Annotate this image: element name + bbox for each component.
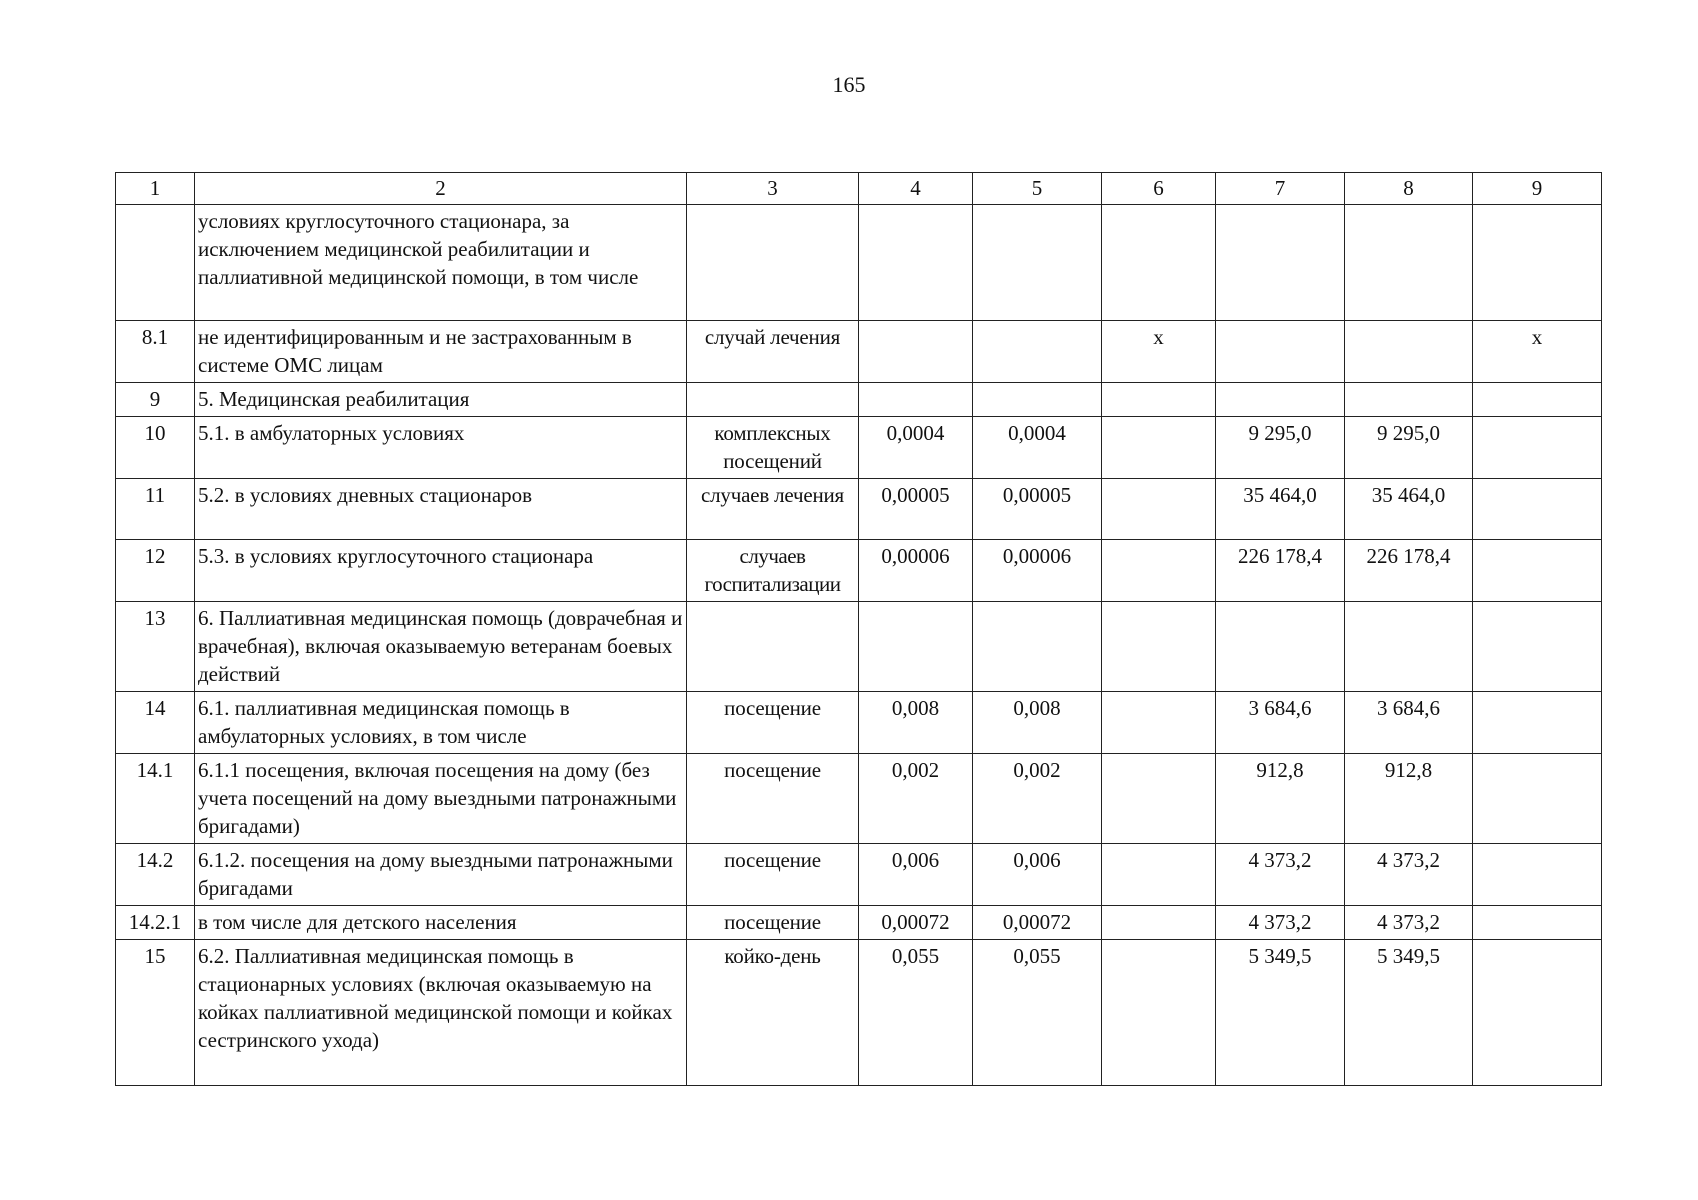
value-cell: 9 295,0 [1345,417,1473,479]
value-cell [1473,417,1602,479]
value-cell [1216,321,1345,383]
row-number-cell: 10 [116,417,195,479]
value-cell: 0,006 [859,844,973,906]
row-number-cell: 8.1 [116,321,195,383]
value-cell: 5 349,5 [1345,940,1473,1086]
value-cell: х [1102,321,1216,383]
value-cell: 3 684,6 [1216,692,1345,754]
value-cell: 4 373,2 [1345,906,1473,940]
value-cell: 4 373,2 [1216,906,1345,940]
indicator-name-cell: 5.2. в условиях дневных стационаров [195,479,687,540]
value-cell [1216,602,1345,692]
value-cell: 4 373,2 [1345,844,1473,906]
table-row [116,479,1602,540]
value-cell [1102,906,1216,940]
table-row [116,844,1602,906]
value-cell [1345,383,1473,417]
value-cell [1102,692,1216,754]
row-number-cell: 11 [116,479,195,540]
row-number-cell: 12 [116,540,195,602]
value-cell [1102,754,1216,844]
page-number: 165 [832,72,866,97]
row-number-cell: 14 [116,692,195,754]
value-cell [1345,321,1473,383]
table-row [116,383,1602,417]
value-cell: 912,8 [1216,754,1345,844]
header-cell: 7 [1216,173,1345,205]
unit-cell: койко-день [687,940,859,1086]
row-number-cell: 15 [116,940,195,1086]
unit-cell: комплексных посещений [687,417,859,479]
value-cell: 0,002 [973,754,1102,844]
value-cell: 912,8 [1345,754,1473,844]
table-row [116,205,1602,321]
table-row [116,540,1602,602]
indicator-name-cell: 6. Паллиативная медицинская помощь (доврачебная и врачебная), включая оказываемую ветеранам боевых действий [195,602,687,692]
value-cell [1473,754,1602,844]
value-cell [859,383,973,417]
header-cell: 5 [973,173,1102,205]
row-number-cell: 14.2.1 [116,906,195,940]
value-cell: х [1473,321,1602,383]
value-cell [1473,205,1602,321]
value-cell: 5 349,5 [1216,940,1345,1086]
header-cell: 2 [195,173,687,205]
indicator-name-cell: 5.3. в условиях круглосуточного стационара [195,540,687,602]
value-cell: 35 464,0 [1345,479,1473,540]
indicator-name-cell: 6.1.2. посещения на дому выездными патронажными бригадами [195,844,687,906]
value-cell [1473,602,1602,692]
value-cell: 226 178,4 [1216,540,1345,602]
value-cell [1102,940,1216,1086]
row-number-cell: 9 [116,383,195,417]
value-cell: 0,006 [973,844,1102,906]
indicator-name-cell: условиях круглосуточного стационара, за исключением медицинской реабилитации и паллиативной медицинской помощи, в том числе [195,205,687,321]
table-row [116,417,1602,479]
row-number-cell: 14.1 [116,754,195,844]
value-cell [1473,940,1602,1086]
row-number-cell [116,205,195,321]
header-cell: 1 [116,173,195,205]
value-cell [1473,844,1602,906]
value-cell: 0,00006 [973,540,1102,602]
value-cell: 0,002 [859,754,973,844]
header-row [116,173,1602,205]
unit-cell: случаев лечения [687,479,859,540]
value-cell [1102,479,1216,540]
value-cell [973,383,1102,417]
unit-cell: случай лечения [687,321,859,383]
value-cell [1216,383,1345,417]
value-cell [1102,383,1216,417]
value-cell: 0,055 [973,940,1102,1086]
value-cell [1473,479,1602,540]
unit-cell [687,602,859,692]
unit-cell: посещение [687,754,859,844]
value-cell [1473,692,1602,754]
table-row [116,692,1602,754]
header-cell: 8 [1345,173,1473,205]
value-cell [1473,383,1602,417]
value-cell: 0,00072 [973,906,1102,940]
value-cell: 4 373,2 [1216,844,1345,906]
value-cell: 0,055 [859,940,973,1086]
value-cell [973,205,1102,321]
value-cell: 0,00005 [973,479,1102,540]
data-table [115,172,1602,1086]
indicator-name-cell: 6.1. паллиативная медицинская помощь в амбулаторных условиях, в том числе [195,692,687,754]
value-cell: 0,008 [859,692,973,754]
value-cell: 9 295,0 [1216,417,1345,479]
value-cell: 3 684,6 [1345,692,1473,754]
table-row [116,321,1602,383]
value-cell: 0,00005 [859,479,973,540]
value-cell: 0,00006 [859,540,973,602]
header-cell: 4 [859,173,973,205]
table-row [116,602,1602,692]
value-cell [1473,906,1602,940]
header-cell: 3 [687,173,859,205]
indicator-name-cell: 6.1.1 посещения, включая посещения на дому (без учета посещений на дому выездными патронажными бригадами) [195,754,687,844]
indicator-name-cell: не идентифицированным и не застрахованным в системе ОМС лицам [195,321,687,383]
value-cell [1102,602,1216,692]
table-row [116,906,1602,940]
header-cell: 6 [1102,173,1216,205]
value-cell [1102,844,1216,906]
value-cell [859,602,973,692]
value-cell [859,205,973,321]
unit-cell: посещение [687,692,859,754]
value-cell: 226 178,4 [1345,540,1473,602]
value-cell: 0,00072 [859,906,973,940]
value-cell: 0,008 [973,692,1102,754]
value-cell [1345,205,1473,321]
indicator-name-cell: 5.1. в амбулаторных условиях [195,417,687,479]
unit-cell: посещение [687,906,859,940]
header-cell: 9 [1473,173,1602,205]
table-row [116,754,1602,844]
value-cell [1102,417,1216,479]
unit-cell [687,205,859,321]
value-cell [1345,602,1473,692]
value-cell [1102,205,1216,321]
value-cell [973,321,1102,383]
table-row [116,940,1602,1086]
indicator-name-cell: 5. Медицинская реабилитация [195,383,687,417]
unit-cell: случаев госпитализации [687,540,859,602]
value-cell [1102,540,1216,602]
indicator-name-cell: 6.2. Паллиативная медицинская помощь в стационарных условиях (включая оказываемую на койках паллиативной медицинской помощи и койках сестринского ухода) [195,940,687,1086]
value-cell [859,321,973,383]
row-number-cell: 13 [116,602,195,692]
unit-cell: посещение [687,844,859,906]
value-cell [973,602,1102,692]
value-cell: 0,0004 [973,417,1102,479]
value-cell: 0,0004 [859,417,973,479]
value-cell: 35 464,0 [1216,479,1345,540]
row-number-cell: 14.2 [116,844,195,906]
unit-cell [687,383,859,417]
indicator-name-cell: в том числе для детского населения [195,906,687,940]
value-cell [1216,205,1345,321]
value-cell [1473,540,1602,602]
